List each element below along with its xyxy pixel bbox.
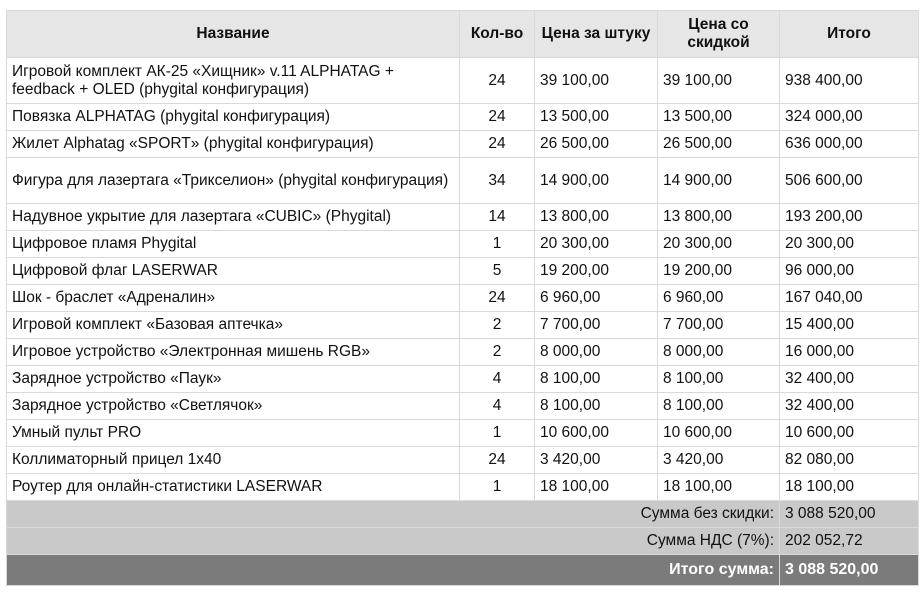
- item-name: Игровой комплект АК-25 «Хищник» v.11 ALPHATAG + feedback + OLED (phygital конфигурация): [7, 58, 460, 104]
- header-price: Цена за штуку: [535, 11, 658, 58]
- item-price: 19 200,00: [535, 258, 658, 285]
- item-total: 16 000,00: [780, 339, 919, 366]
- item-price: 20 300,00: [535, 231, 658, 258]
- item-total: 324 000,00: [780, 104, 919, 131]
- item-name: Цифровое пламя Phygital: [7, 231, 460, 258]
- invoice-table: [6, 10, 919, 586]
- item-discount-price: 13 800,00: [658, 204, 780, 231]
- item-name: Коллиматорный прицел 1x40: [7, 447, 460, 474]
- item-price: 18 100,00: [535, 474, 658, 501]
- vat-label: Сумма НДС (7%):: [7, 528, 780, 555]
- table-row: [7, 339, 919, 366]
- item-name: Надувное укрытие для лазертага «CUBIC» (Phygital): [7, 204, 460, 231]
- item-price: 14 900,00: [535, 158, 658, 204]
- subtotal-label: Сумма без скидки:: [7, 501, 780, 528]
- item-total: 193 200,00: [780, 204, 919, 231]
- item-price: 8 000,00: [535, 339, 658, 366]
- table-row: [7, 104, 919, 131]
- item-qty: 24: [460, 104, 535, 131]
- header-name: Название: [7, 11, 460, 58]
- item-total: 636 000,00: [780, 131, 919, 158]
- item-price: 8 100,00: [535, 393, 658, 420]
- item-discount-price: 18 100,00: [658, 474, 780, 501]
- item-qty: 14: [460, 204, 535, 231]
- item-name: Фигура для лазертага «Трикселион» (phygital конфигурация): [7, 158, 460, 204]
- item-name: Повязка ALPHATAG (phygital конфигурация): [7, 104, 460, 131]
- item-qty: 1: [460, 474, 535, 501]
- item-qty: 24: [460, 285, 535, 312]
- table-row: [7, 366, 919, 393]
- item-discount-price: 7 700,00: [658, 312, 780, 339]
- table-row: [7, 312, 919, 339]
- table-row: [7, 285, 919, 312]
- item-price: 39 100,00: [535, 58, 658, 104]
- item-name: Зарядное устройство «Паук»: [7, 366, 460, 393]
- header-discount-price: Цена со скидкой: [658, 11, 780, 58]
- vat-row: [7, 528, 919, 555]
- item-discount-price: 8 100,00: [658, 393, 780, 420]
- item-discount-price: 14 900,00: [658, 158, 780, 204]
- table-row: [7, 474, 919, 501]
- item-discount-price: 3 420,00: [658, 447, 780, 474]
- item-price: 10 600,00: [535, 420, 658, 447]
- grand-total-row: [7, 555, 919, 586]
- item-price: 26 500,00: [535, 131, 658, 158]
- item-qty: 4: [460, 393, 535, 420]
- item-total: 32 400,00: [780, 393, 919, 420]
- item-qty: 2: [460, 339, 535, 366]
- item-discount-price: 13 500,00: [658, 104, 780, 131]
- item-total: 10 600,00: [780, 420, 919, 447]
- item-name: Зарядное устройство «Светлячок»: [7, 393, 460, 420]
- item-qty: 4: [460, 366, 535, 393]
- item-discount-price: 6 960,00: [658, 285, 780, 312]
- item-discount-price: 8 100,00: [658, 366, 780, 393]
- table-row: [7, 58, 919, 104]
- item-name: Умный пульт PRO: [7, 420, 460, 447]
- table-row: [7, 131, 919, 158]
- table-row: [7, 204, 919, 231]
- header-qty: Кол-во: [460, 11, 535, 58]
- item-discount-price: 8 000,00: [658, 339, 780, 366]
- item-price: 13 800,00: [535, 204, 658, 231]
- item-name: Роутер для онлайн-статистики LASERWAR: [7, 474, 460, 501]
- table-row: [7, 258, 919, 285]
- item-total: 15 400,00: [780, 312, 919, 339]
- item-total: 20 300,00: [780, 231, 919, 258]
- grand-total-label: Итого сумма:: [7, 555, 780, 586]
- item-name: Жилет Alphatag «SPORT» (phygital конфигурация): [7, 131, 460, 158]
- item-qty: 34: [460, 158, 535, 204]
- item-discount-price: 39 100,00: [658, 58, 780, 104]
- table-row: [7, 393, 919, 420]
- table-row: [7, 420, 919, 447]
- item-name: Цифровой флаг LASERWAR: [7, 258, 460, 285]
- grand-total-value: 3 088 520,00: [780, 555, 919, 586]
- item-discount-price: 26 500,00: [658, 131, 780, 158]
- item-price: 3 420,00: [535, 447, 658, 474]
- item-name: Шок - браслет «Адреналин»: [7, 285, 460, 312]
- table-row: [7, 158, 919, 204]
- item-total: 18 100,00: [780, 474, 919, 501]
- item-price: 6 960,00: [535, 285, 658, 312]
- item-total: 938 400,00: [780, 58, 919, 104]
- item-qty: 1: [460, 231, 535, 258]
- item-price: 7 700,00: [535, 312, 658, 339]
- item-qty: 24: [460, 447, 535, 474]
- item-name: Игровое устройство «Электронная мишень RGB»: [7, 339, 460, 366]
- subtotal-value: 3 088 520,00: [780, 501, 919, 528]
- header-total: Итого: [780, 11, 919, 58]
- item-total: 32 400,00: [780, 366, 919, 393]
- item-qty: 24: [460, 131, 535, 158]
- item-price: 8 100,00: [535, 366, 658, 393]
- item-discount-price: 19 200,00: [658, 258, 780, 285]
- item-total: 96 000,00: [780, 258, 919, 285]
- item-price: 13 500,00: [535, 104, 658, 131]
- invoice-container: [6, 10, 918, 586]
- item-discount-price: 20 300,00: [658, 231, 780, 258]
- item-qty: 24: [460, 58, 535, 104]
- vat-value: 202 052,72: [780, 528, 919, 555]
- table-row: [7, 231, 919, 258]
- item-discount-price: 10 600,00: [658, 420, 780, 447]
- table-row: [7, 447, 919, 474]
- item-total: 82 080,00: [780, 447, 919, 474]
- item-qty: 1: [460, 420, 535, 447]
- item-name: Игровой комплект «Базовая аптечка»: [7, 312, 460, 339]
- item-qty: 5: [460, 258, 535, 285]
- subtotal-row: [7, 501, 919, 528]
- item-qty: 2: [460, 312, 535, 339]
- item-total: 506 600,00: [780, 158, 919, 204]
- table-header-row: [7, 11, 919, 58]
- item-total: 167 040,00: [780, 285, 919, 312]
